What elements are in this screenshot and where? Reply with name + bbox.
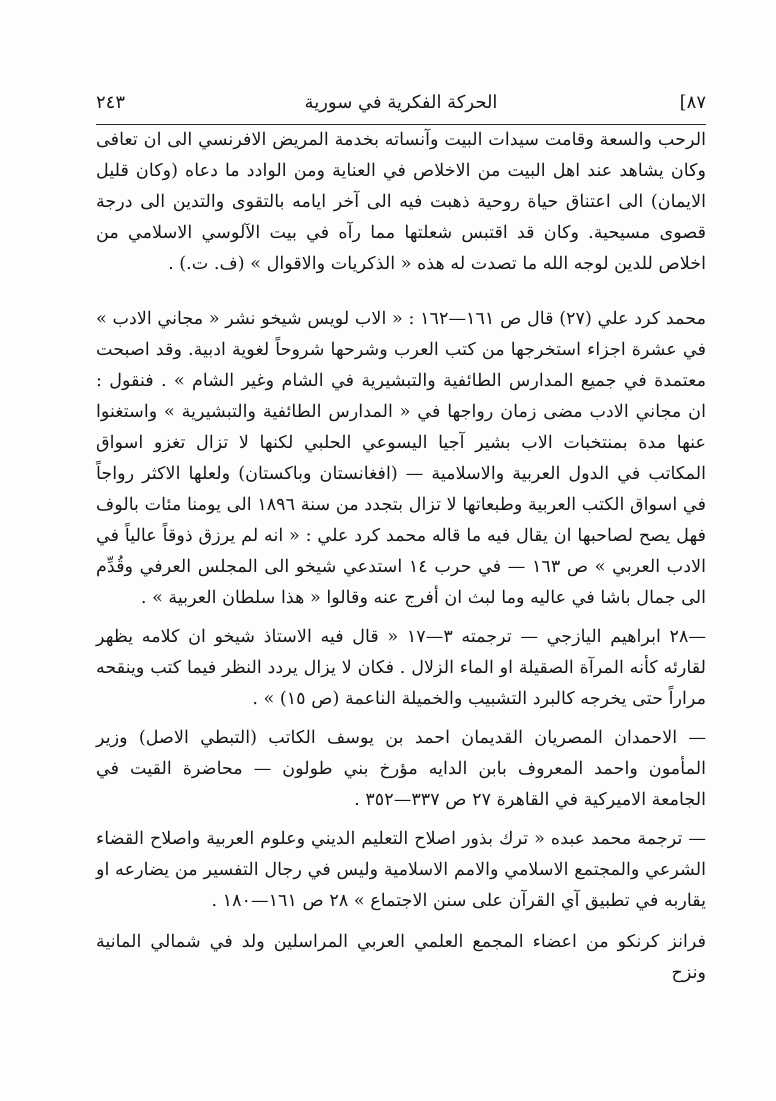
running-title: الحركة الفكرية في سورية <box>304 92 498 113</box>
page-number: ٢٤٣ <box>96 92 126 113</box>
page-number-bracketed: ٨٧] <box>679 92 706 113</box>
paragraph-ahmadan: — الاحمدان المصريان القديمان احمد بن يوسف الكاتب (التبطي الاصل) وزير المأمون واحمد المعروف بابن الدايه مؤرخ بني طولون — محاضرة القيت في الجامعة الاميركية في القاهرة ٢٧ ص ٣٣٧—٣٥٢ . <box>96 728 706 810</box>
running-header <box>96 88 706 125</box>
paragraph-1: الرحب والسعة وقامت سيدات البيت وآنساته بخدمة المريض الافرنسي الى ان تعافى وكان يشاهد عند اهل البيت من الاخلاص في العناية ومن الوادد ما دعاه (وكان قليل الايمان) الى اعتناق حياة روحية ذهبت فيه الى آخر ايامه بالتقوى والتدين الى درجة قصوى مسيحية. وكان قد اقتبس شعلتها مما رآه في بيت الآلوسي الاسلامي من اخلاص للدين لوجه الله ما تصدت له هذه « الذكريات والاقوال » (ف. ت.) . <box>96 130 706 274</box>
paragraph-krenkow: فرانز كرنكو من اعضاء المجمع العلمي العربي المراسلين ولد في شمالي المانية ونزح <box>96 932 706 983</box>
document-page <box>96 88 706 1088</box>
body-text <box>96 125 706 989</box>
paragraph-abduh: — ترجمة محمد عبده « ترك بذور اصلاح التعليم الديني وعلوم العربية واصلاح القضاء الشرعي والمجتمع الاسلامي والامم الاسلامية وليس في رجال التفسير من يضارعه او يقاربه في تطبيق آي القرآن على سنن الاجتماع » ٢٨ ص ١٦١—١٨٠ . <box>96 829 706 911</box>
paragraph-yaziji: —٢٨ ابراهيم اليازجي — ترجمته ٣—١٧ « قال فيه الاستاذ شيخو ان كلامه يظهر لقارئه كأنه المرآة الصقيلة او الماء الزلال . فكان لا يزال يردد النظر فيما كتب وينقحه مراراً حتى يخرجه كالبرد التشبيب والخميلة الناعمة (ص ١٥) » . <box>96 627 706 709</box>
paragraph-kurd-ali: محمد كرد علي (٢٧) قال ص ١٦١—١٦٢ : « الاب لويس شيخو نشر « مجاني الادب » في عشرة اجزاء استخرجها من كتب العرب وشرحها شروحاً لغوية ادبية. وقد اصبحت معتمدة في جميع المدارس الطائفية والتبشيرية في الشام وغير الشام » . فنقول : ان مجاني الادب مضى زمان رواجها في « المدارس الطائفية والتبشيرية » واستغنوا عنها مدة بمنتخبات الاب بشير آجيا اليسوعي الحلبي لكنها لا تزال تغزو اسواق المكاتب في الدول العربية والاسلامية — (افغانستان وباكستان) ولعلها الاكثر رواجاً في اسواق الكتب العربية وطبعاتها لا تزال بتجدد من سنة ١٨٩٦ الى يومنا مئات بالوف فهل يصح لصاحبها ان يقال فيه ما قاله محمد كرد علي : « انه لم يرزق ذوقاً عالياً في الادب العربي » ص ١٦٣ — في حرب ١٤ استدعي شيخو الى المجلس العرفي وقُدِّم الى جمال باشا في عاليه وما لبث ان أفرج عنه وقالوا « هذا سلطان العربية » . <box>96 309 707 608</box>
